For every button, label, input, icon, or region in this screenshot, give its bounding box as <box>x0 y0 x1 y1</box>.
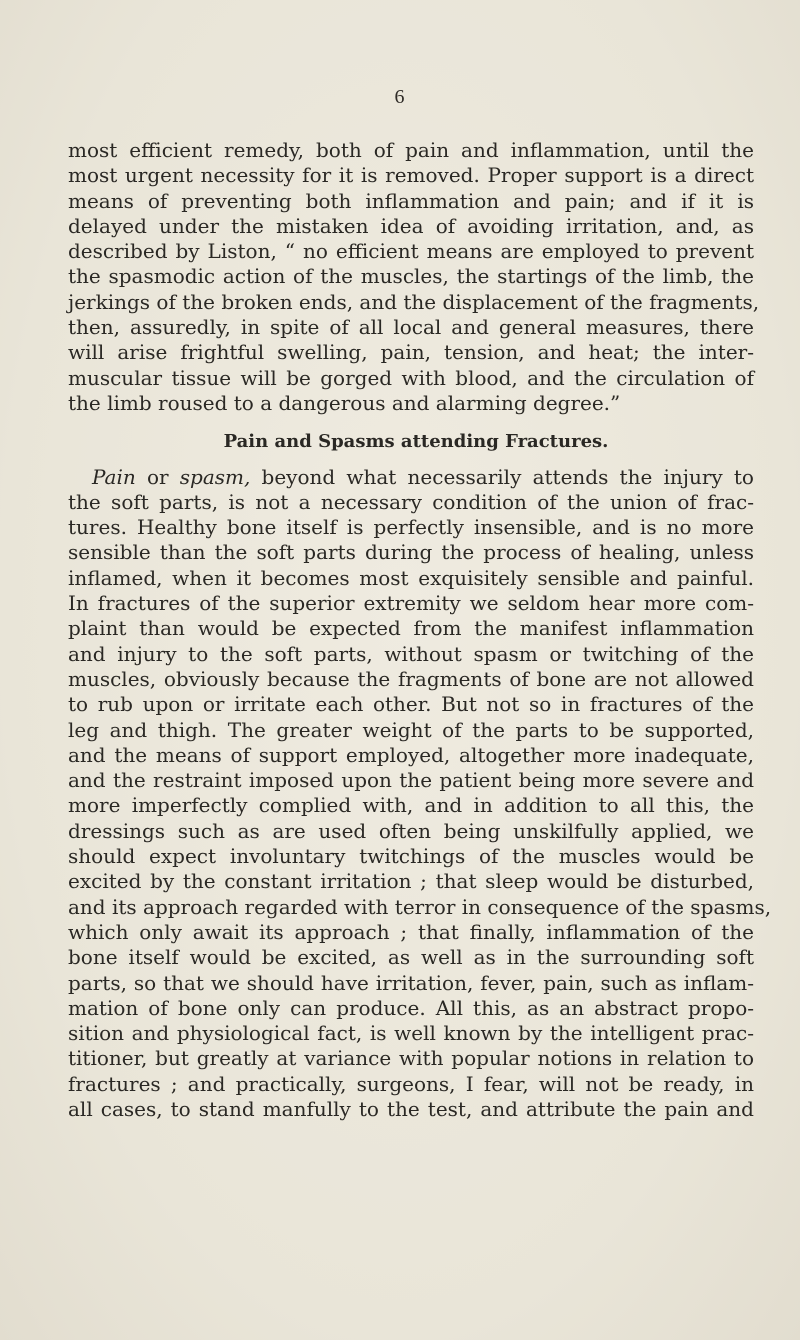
text-line: the limb roused to a dangerous and alarming degree.” <box>68 390 621 415</box>
text-line: mation of bone only can produce. All this, as an abstract propo- <box>68 995 754 1020</box>
text-line: most urgent necessity for it is removed. Proper support is a direct <box>68 163 754 188</box>
text-line: and the restraint imposed upon the patient being more severe and <box>68 768 754 793</box>
text-line: muscles, obviously because the fragments of bone are not allowed <box>68 666 754 691</box>
text-fragment: beyond what necessarily attends the injury to <box>250 464 754 489</box>
text-line: excited by the constant irritation ; that sleep would be disturbed, <box>68 869 754 894</box>
text-line: which only await its approach ; that finally, inflammation of the <box>68 919 754 944</box>
text-line: In fractures of the superior extremity we seldom hear more com- <box>68 591 754 616</box>
text-line: the spasmodic action of the muscles, the startings of the limb, the <box>68 264 754 289</box>
text-line: jerkings of the broken ends, and the displacement of the fragments, <box>68 289 760 314</box>
text-line: will arise frightful swelling, pain, tension, and heat; the inter- <box>68 340 754 365</box>
text-line: the soft parts, is not a necessary condition of the union of frac- <box>68 489 754 514</box>
text-line: should expect involuntary twitchings of the muscles would be <box>68 844 754 869</box>
section-heading: Pain and Spasms attending Fractures. <box>223 431 609 453</box>
text-line: most efficient remedy, both of pain and inflammation, until the <box>68 138 754 162</box>
text-line: means of preventing both inflammation and pain; and if it is <box>68 188 754 213</box>
text-line: muscular tissue will be gorged with blood, and the circulation of <box>68 365 754 390</box>
text-line: and its approach regarded with terror in consequence of the spasms, <box>68 894 772 919</box>
text-line: all cases, to stand manfully to the test, and attribute the pain and <box>68 1096 754 1121</box>
text-line: delayed under the mistaken idea of avoiding irritation, and, as <box>68 213 754 238</box>
italic-term-spasm: spasm, <box>179 464 251 489</box>
body-text <box>68 138 772 1122</box>
text-line: bone itself would be excited, as well as in the surrounding soft <box>68 945 754 970</box>
page-number: 6 <box>394 86 406 108</box>
text-line: leg and thigh. The greater weight of the parts to be supported, <box>68 717 754 742</box>
italic-term-pain: Pain <box>92 464 136 489</box>
text-line: described by Liston, “ no efficient means are employed to prevent <box>68 239 754 264</box>
text-line: tures. Healthy bone itself is perfectly insensible, and is no more <box>68 515 754 540</box>
text-line: to rub upon or irritate each other. But not so in fractures of the <box>68 692 754 717</box>
text-line <box>68 465 754 490</box>
text-line: more imperfectly complied with, and in addition to all this, the <box>68 793 754 818</box>
text-line: inflamed, when it becomes most exquisitely sensible and painful. <box>68 565 754 590</box>
text-line: sition and physiological fact, is well known by the intelligent prac- <box>68 1021 754 1046</box>
text-line: and the means of support employed, altogether more inadequate, <box>68 742 754 767</box>
text-line: dressings such as are used often being unskilfully applied, we <box>68 818 754 843</box>
text-line: sensible than the soft parts during the process of healing, unless <box>68 540 754 565</box>
paragraph-1 <box>68 138 760 416</box>
paragraph-2 <box>68 464 772 1123</box>
text-line: plaint than would be expected from the manifest inflammation <box>68 616 754 641</box>
text-line: and injury to the soft parts, without spasm or twitching of the <box>68 641 754 666</box>
text-line: parts, so that we should have irritation, fever, pain, such as inflam- <box>68 970 754 995</box>
text-line: fractures ; and practically, surgeons, I fear, will not be ready, in <box>68 1071 754 1096</box>
text-line: then, assuredly, in spite of all local and general measures, there <box>68 315 754 340</box>
text-line: titioner, but greatly at variance with popular notions in relation to <box>68 1046 754 1071</box>
text-fragment: or <box>135 464 180 489</box>
